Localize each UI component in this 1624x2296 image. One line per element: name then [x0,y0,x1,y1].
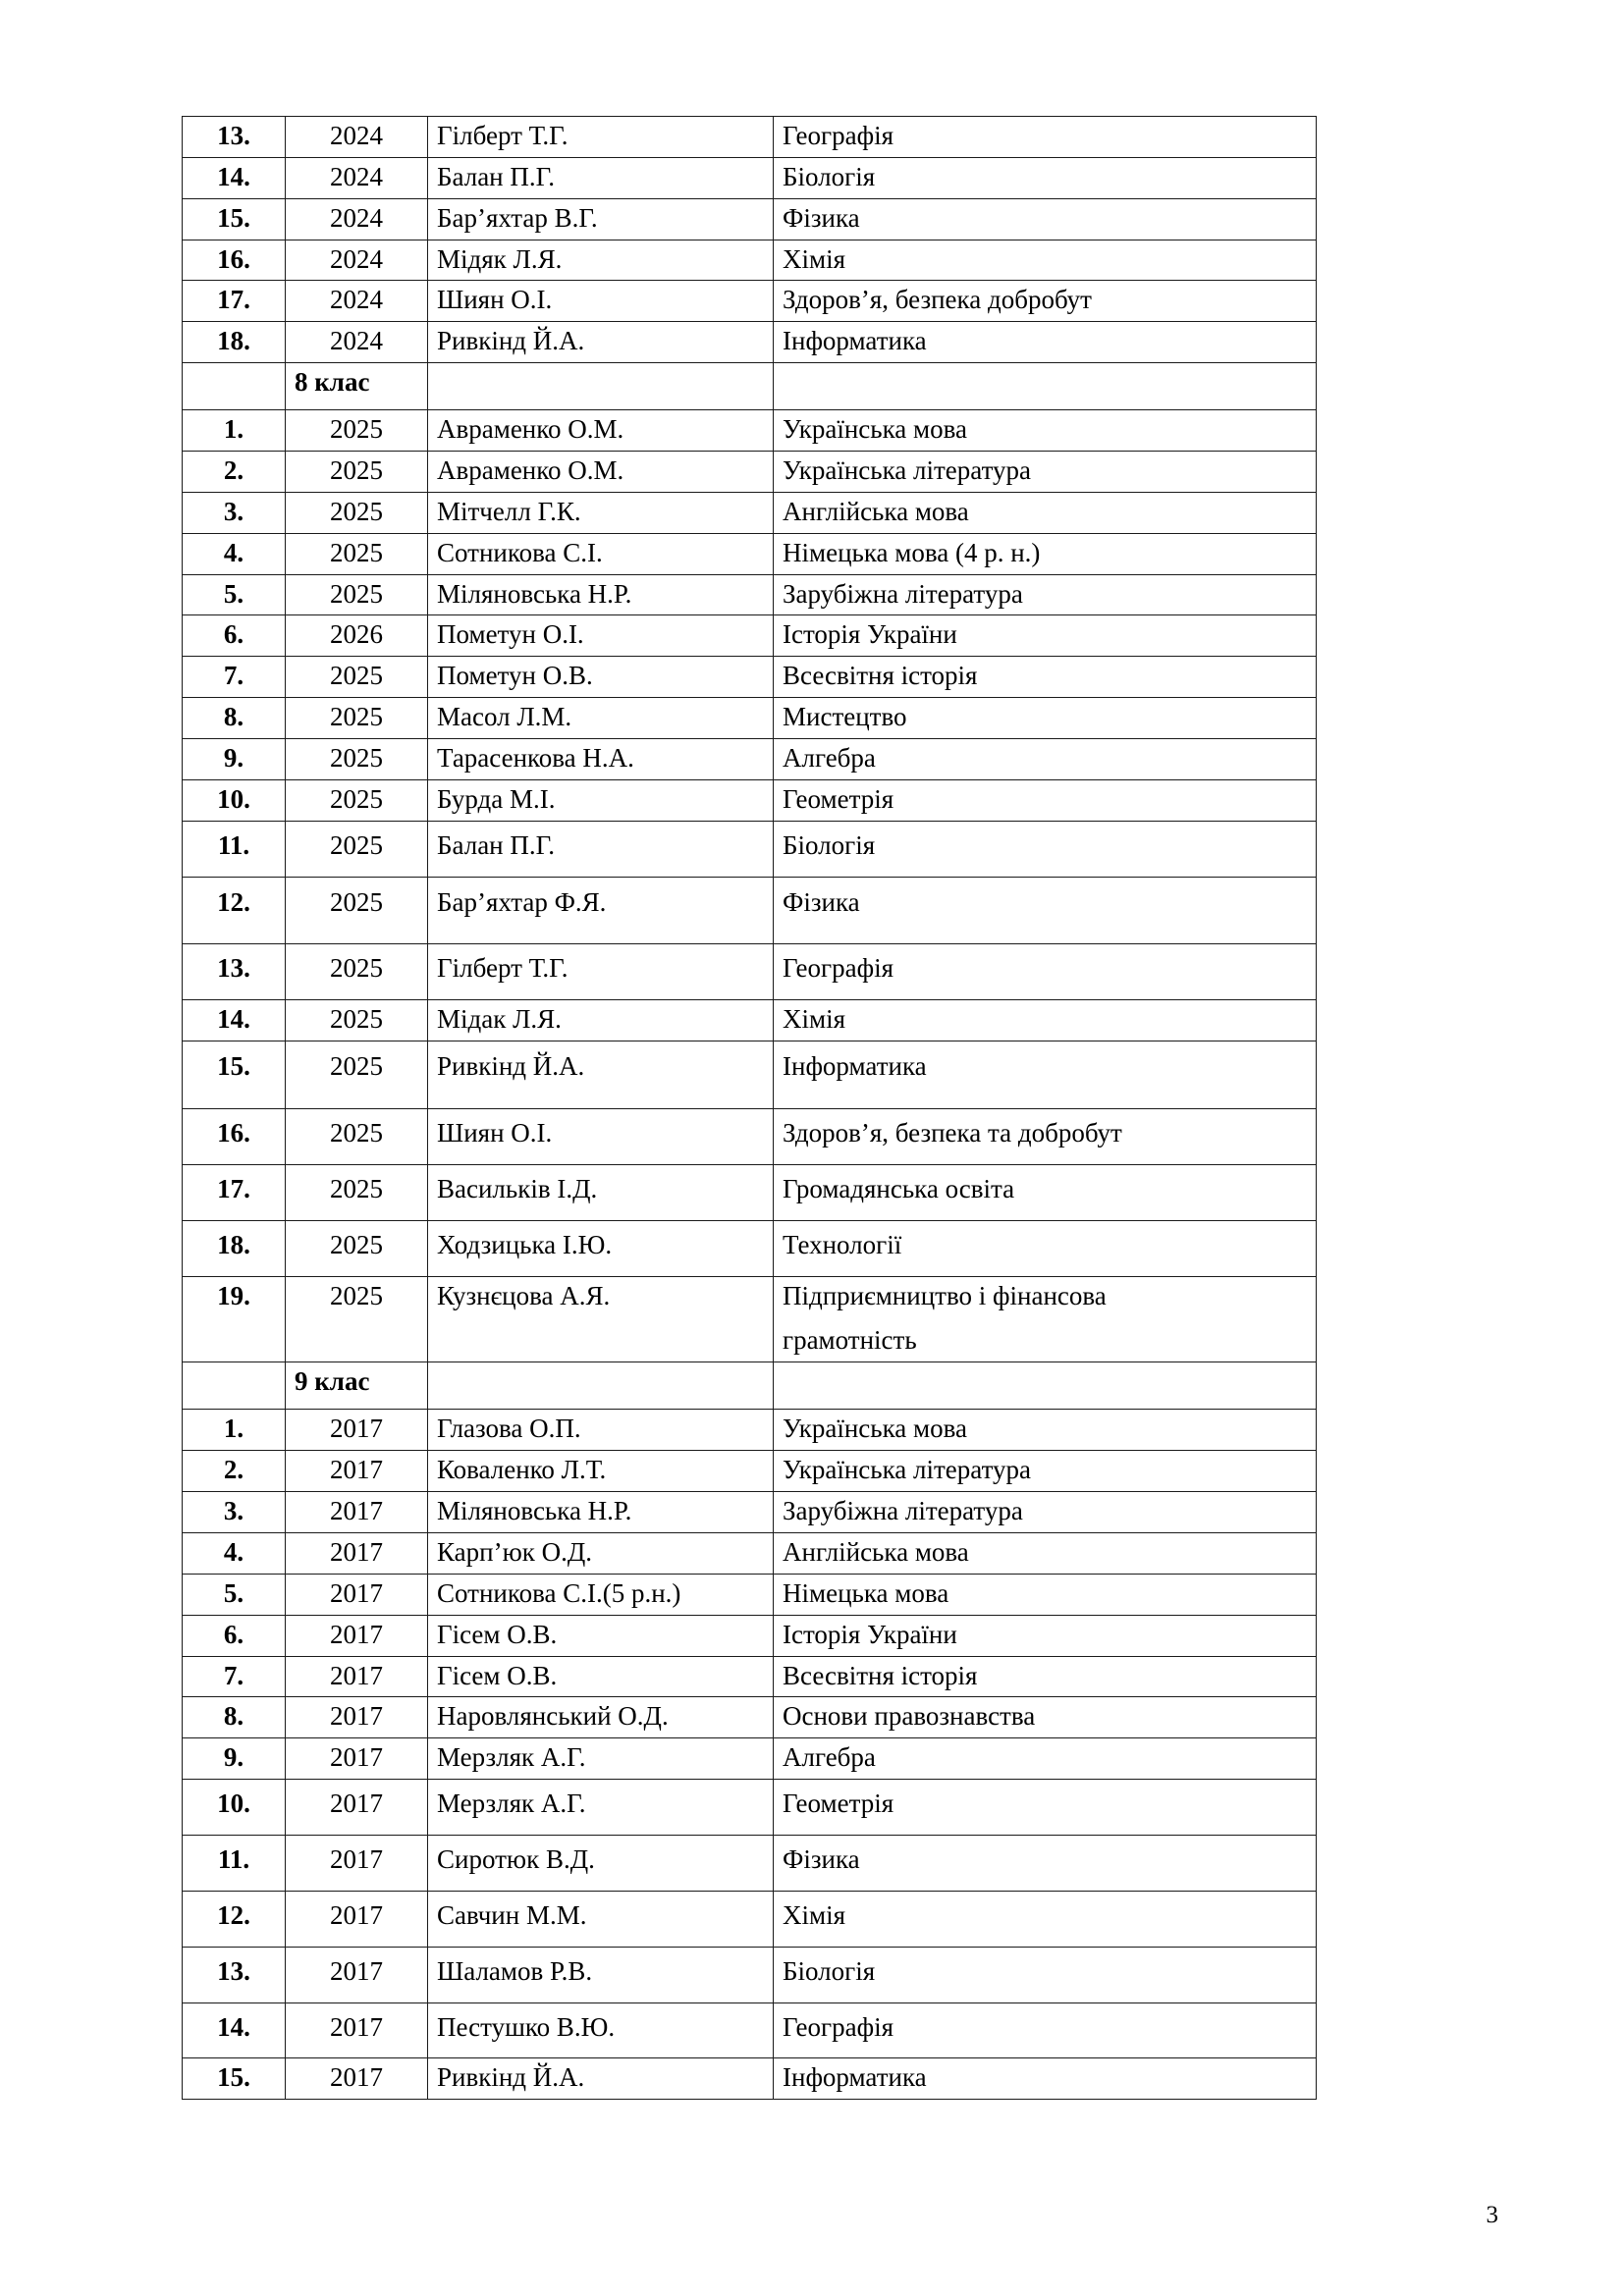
row-year: 2017 [286,2002,428,2058]
row-number: 11. [183,821,286,877]
row-number: 8. [183,698,286,739]
row-subject-line-1: Фізика [783,1843,860,1874]
row-author: Пометун О.В. [428,657,774,698]
table-row [183,1451,1317,1492]
table-row [183,739,1317,780]
row-subject-line-1: Технології [783,1229,902,1259]
table-row [183,533,1317,574]
row-number: 1. [183,1410,286,1451]
row-subject-line-1: Громадянська освіта [783,1173,1015,1203]
row-subject [774,1615,1317,1656]
table-row [183,240,1317,281]
row-year: 2017 [286,1615,428,1656]
row-number: 17. [183,1164,286,1220]
row-number: 4. [183,1532,286,1574]
row-author: Міляновська Н.Р. [428,1492,774,1533]
row-subject [774,1947,1317,2002]
row-year: 2017 [286,1947,428,2002]
row-number: 15. [183,1041,286,1109]
row-author: Масол Л.М. [428,698,774,739]
row-number: 13. [183,117,286,158]
row-subject [774,698,1317,739]
row-year: 2025 [286,452,428,493]
row-subject-line-1: Інформатика [783,326,927,356]
row-subject [774,157,1317,198]
row-number: 16. [183,1109,286,1165]
row-year: 2024 [286,240,428,281]
row-author: Шиян О.І. [428,1109,774,1165]
grade-heading-blank-author [428,1362,774,1410]
row-subject [774,1220,1317,1276]
row-subject [774,1276,1317,1362]
row-number: 18. [183,1220,286,1276]
row-subject [774,1574,1317,1615]
row-subject [774,1492,1317,1533]
row-author: Бар’яхтар Ф.Я. [428,877,774,944]
row-number: 19. [183,1276,286,1362]
row-author: Міляновська Н.Р. [428,574,774,615]
row-year: 2024 [286,157,428,198]
row-number: 11. [183,1835,286,1891]
row-subject-line-1: Фізика [783,202,860,233]
row-subject-line-1: Українська література [783,455,1032,486]
row-subject [774,198,1317,240]
row-subject [774,1410,1317,1451]
row-subject-line-1: Географія [783,121,894,150]
row-author: Гілберт Т.Г. [428,117,774,158]
table-body [183,117,1317,2100]
row-subject [774,1000,1317,1041]
table-row [183,157,1317,198]
table-row [183,1947,1317,2002]
row-author: Мітчелл Г.К. [428,492,774,533]
row-author: Гісем О.В. [428,1656,774,1697]
row-subject [774,1532,1317,1574]
row-subject [774,117,1317,158]
row-year: 2025 [286,1041,428,1109]
table-row [183,877,1317,944]
row-subject-line-1: Зарубіжна література [783,1496,1023,1526]
row-subject [774,452,1317,493]
row-subject-line-1: Мистецтво [783,702,907,732]
table-row [183,779,1317,821]
row-subject [774,1109,1317,1165]
row-number: 7. [183,1656,286,1697]
row-number: 15. [183,2058,286,2100]
table-row [183,1891,1317,1947]
row-number: 16. [183,240,286,281]
row-author: Сиротюк В.Д. [428,1835,774,1891]
row-author: Гілберт Т.Г. [428,944,774,1000]
row-subject-line-1: Зарубіжна література [783,578,1023,609]
row-subject-line-1: Підприємництво і фінансова [783,1280,1107,1310]
row-subject-line-1: Історія України [783,1619,957,1649]
row-number: 5. [183,1574,286,1615]
row-number: 2. [183,452,286,493]
row-author: Авраменко О.М. [428,452,774,493]
row-author: Наровлянський О.Д. [428,1697,774,1738]
row-number: 6. [183,615,286,657]
row-number: 17. [183,281,286,322]
row-author: Ходзицька І.Ю. [428,1220,774,1276]
table-row [183,1835,1317,1891]
row-author: Карп’юк О.Д. [428,1532,774,1574]
row-author: Бурда М.І. [428,779,774,821]
row-subject-line-1: Біологія [783,829,876,860]
table-row [183,1615,1317,1656]
table-row [183,410,1317,452]
row-subject-line-1: Англійська мова [783,1536,969,1567]
table-row [183,574,1317,615]
row-year: 2025 [286,1000,428,1041]
row-subject-line-1: Основи правознавства [783,1701,1036,1732]
row-year: 2025 [286,1164,428,1220]
row-number: 6. [183,1615,286,1656]
row-subject [774,2058,1317,2100]
row-year: 2017 [286,1780,428,1836]
row-number: 14. [183,1000,286,1041]
row-subject [774,944,1317,1000]
row-subject-line-1: Інформатика [783,1051,927,1082]
row-author: Ривкінд Й.А. [428,322,774,363]
row-subject-line-1: Всесвітня історія [783,661,978,691]
row-year: 2017 [286,1532,428,1574]
row-subject-line-1: Алгебра [783,1742,876,1773]
row-number: 14. [183,2002,286,2058]
row-year: 2017 [286,1738,428,1780]
row-subject-line-2: грамотність [783,1325,917,1356]
row-year: 2025 [286,492,428,533]
row-number: 1. [183,410,286,452]
row-subject [774,240,1317,281]
row-author: Бар’яхтар В.Г. [428,198,774,240]
table-row [183,1492,1317,1533]
row-number: 15. [183,198,286,240]
row-subject [774,1780,1317,1836]
row-year: 2024 [286,198,428,240]
row-author: Ривкінд Й.А. [428,1041,774,1109]
table-row [183,198,1317,240]
row-subject [774,410,1317,452]
row-number: 12. [183,877,286,944]
row-subject-line-1: Українська мова [783,414,967,445]
row-year: 2025 [286,410,428,452]
row-year: 2026 [286,615,428,657]
table-row [183,615,1317,657]
table-row [183,944,1317,1000]
textbook-list-table [182,116,1317,2100]
row-year: 2025 [286,739,428,780]
grade-heading-blank-subject [774,363,1317,410]
row-author: Пестушко В.Ю. [428,2002,774,2058]
row-number: 3. [183,1492,286,1533]
row-author: Кузнєцова А.Я. [428,1276,774,1362]
row-number: 13. [183,1947,286,2002]
row-subject [774,574,1317,615]
row-subject-line-1: Біологія [783,1955,876,1986]
row-year: 2024 [286,281,428,322]
row-author: Мерзляк А.Г. [428,1738,774,1780]
table-row [183,281,1317,322]
row-subject-line-1: Всесвітня історія [783,1660,978,1690]
row-subject-line-1: Англійська мова [783,496,969,526]
row-author: Гісем О.В. [428,1615,774,1656]
grade-heading-blank-author [428,363,774,410]
row-subject-line-1: Німецька мова (4 р. н.) [783,537,1041,567]
row-year: 2017 [286,1697,428,1738]
table-row [183,2058,1317,2100]
row-year: 2017 [286,1451,428,1492]
row-year: 2025 [286,877,428,944]
row-author: Васильків І.Д. [428,1164,774,1220]
table-row [183,492,1317,533]
row-author: Мідак Л.Я. [428,1000,774,1041]
grade-heading-row [183,1362,1317,1410]
row-subject [774,1738,1317,1780]
table-row [183,1000,1317,1041]
table-row [183,1780,1317,1836]
table-row [183,1041,1317,1109]
row-author: Шаламов Р.В. [428,1947,774,2002]
table-row [183,1697,1317,1738]
row-number: 9. [183,1738,286,1780]
row-number: 14. [183,157,286,198]
row-subject-line-1: Українська література [783,1455,1032,1485]
grade-heading-blank-subject [774,1362,1317,1410]
row-subject [774,1697,1317,1738]
table-row [183,657,1317,698]
row-subject-line-1: Геометрія [783,1789,894,1819]
table-row [183,821,1317,877]
row-author: Пометун О.І. [428,615,774,657]
grade-heading-row [183,363,1317,410]
row-subject [774,533,1317,574]
row-year: 2025 [286,1276,428,1362]
row-year: 2025 [286,821,428,877]
grade-heading-blank-num [183,1362,286,1410]
row-subject [774,1891,1317,1947]
row-year: 2025 [286,698,428,739]
row-number: 8. [183,1697,286,1738]
row-subject-line-1: Українська мова [783,1414,967,1444]
grade-heading-label: 8 клас [286,363,428,410]
row-author: Балан П.Г. [428,821,774,877]
row-author: Коваленко Л.Т. [428,1451,774,1492]
row-year: 2017 [286,2058,428,2100]
table-row [183,1574,1317,1615]
row-author: Тарасенкова Н.А. [428,739,774,780]
table-row [183,1410,1317,1451]
row-year: 2025 [286,574,428,615]
table-row [183,1220,1317,1276]
row-author: Авраменко О.М. [428,410,774,452]
page-number: 3 [1486,2202,1498,2228]
row-author: Мерзляк А.Г. [428,1780,774,1836]
row-subject-line-1: Географія [783,2011,894,2042]
row-subject [774,1164,1317,1220]
table-row [183,1276,1317,1362]
row-year: 2017 [286,1656,428,1697]
row-number: 2. [183,1451,286,1492]
table-row [183,698,1317,739]
row-subject [774,739,1317,780]
row-subject [774,1041,1317,1109]
table-row [183,1109,1317,1165]
row-subject [774,821,1317,877]
row-number: 5. [183,574,286,615]
row-subject [774,657,1317,698]
row-subject [774,1835,1317,1891]
row-number: 9. [183,739,286,780]
row-author: Балан П.Г. [428,157,774,198]
row-subject-line-1: Алгебра [783,743,876,774]
grade-heading-label: 9 клас [286,1362,428,1410]
row-subject-line-1: Географія [783,953,894,984]
table-row [183,1738,1317,1780]
row-subject-line-1: Біологія [783,161,876,191]
row-number: 12. [183,1891,286,1947]
row-year: 2017 [286,1492,428,1533]
row-author: Ривкінд Й.А. [428,2058,774,2100]
table-row [183,2002,1317,2058]
row-author: Сотникова С.І. [428,533,774,574]
table-row [183,1656,1317,1697]
row-year: 2017 [286,1891,428,1947]
row-year: 2017 [286,1410,428,1451]
row-number: 10. [183,779,286,821]
row-subject-line-1: Хімія [783,1899,846,1930]
row-author: Савчин М.М. [428,1891,774,1947]
row-year: 2024 [286,117,428,158]
table-row [183,1164,1317,1220]
row-year: 2017 [286,1835,428,1891]
table-row [183,117,1317,158]
row-author: Мідяк Л.Я. [428,240,774,281]
row-author: Глазова О.П. [428,1410,774,1451]
row-number: 18. [183,322,286,363]
row-author: Сотникова С.І.(5 р.н.) [428,1574,774,1615]
table-row [183,1532,1317,1574]
row-subject [774,2002,1317,2058]
row-year: 2024 [286,322,428,363]
row-year: 2025 [286,944,428,1000]
row-year: 2025 [286,779,428,821]
row-number: 13. [183,944,286,1000]
row-subject-line-1: Фізика [783,886,860,917]
row-author: Шиян О.І. [428,281,774,322]
row-subject [774,877,1317,944]
row-subject-line-1: Геометрія [783,783,894,814]
row-subject-line-1: Хімія [783,1004,846,1035]
row-subject [774,1656,1317,1697]
row-subject [774,1451,1317,1492]
table-row [183,452,1317,493]
row-year: 2025 [286,657,428,698]
row-subject-line-1: Здоров’я, безпека добробут [783,285,1092,315]
row-year: 2025 [286,533,428,574]
row-subject [774,322,1317,363]
row-year: 2017 [286,1574,428,1615]
row-number: 4. [183,533,286,574]
table-row [183,322,1317,363]
row-year: 2025 [286,1220,428,1276]
row-subject [774,779,1317,821]
row-subject-line-1: Здоров’я, безпека та добробут [783,1118,1122,1148]
row-subject-line-1: Історія України [783,619,957,650]
row-subject-line-1: Хімія [783,243,846,274]
row-subject [774,492,1317,533]
row-subject [774,281,1317,322]
row-year: 2025 [286,1109,428,1165]
row-subject-line-1: Німецька мова [783,1577,949,1608]
row-number: 3. [183,492,286,533]
row-subject-line-1: Інформатика [783,2062,927,2093]
row-subject [774,615,1317,657]
row-number: 7. [183,657,286,698]
row-number: 10. [183,1780,286,1836]
grade-heading-blank-num [183,363,286,410]
